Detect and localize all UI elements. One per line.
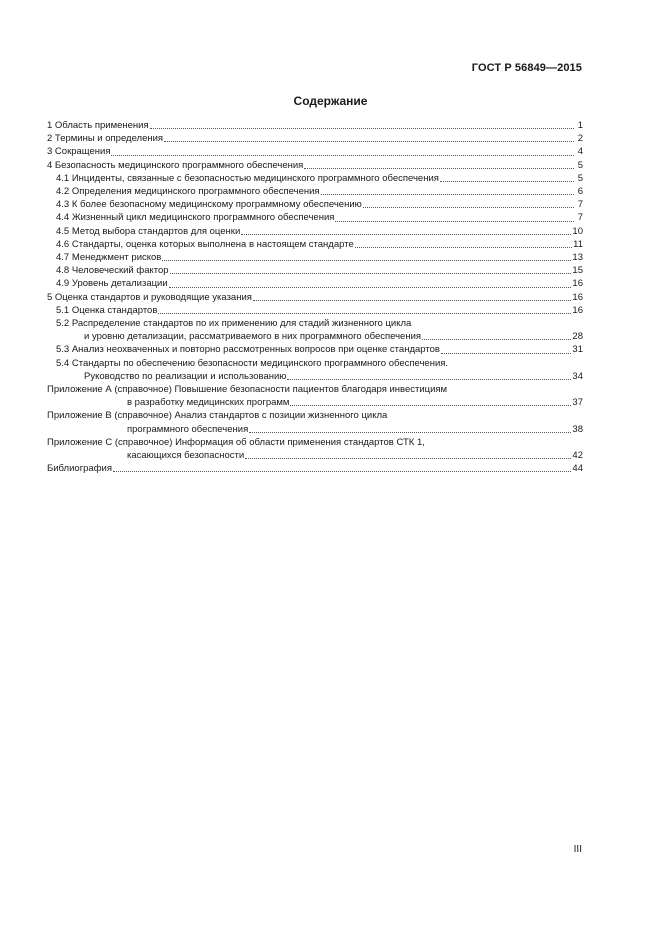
toc-entry[interactable] <box>47 343 583 356</box>
document-code: ГОСТ Р 56849—2015 <box>471 62 582 74</box>
toc-entry[interactable] <box>47 277 583 290</box>
toc-entry-title: 2 Термины и определения <box>47 133 164 145</box>
toc-entry[interactable] <box>47 238 583 251</box>
toc-entry-title: 4.5 Метод выбора стандартов для оценки <box>56 225 241 237</box>
toc-entry[interactable] <box>47 211 583 224</box>
toc-entry[interactable] <box>47 159 583 172</box>
toc-page-number: 7 <box>577 212 583 224</box>
toc-entry-title: 4.2 Определения медицинского программного обеспечения <box>56 186 320 198</box>
toc-entry[interactable] <box>47 198 583 211</box>
toc-entry-title: 5.1 Оценка стандартов <box>56 304 158 316</box>
toc-page-number: 2 <box>577 133 583 145</box>
toc-page-number: 5 <box>577 172 583 184</box>
toc-entry-title: Библиография <box>47 463 112 475</box>
toc-page-number: 4 <box>577 146 583 158</box>
dot-leader <box>245 458 571 459</box>
toc-page-number: 37 <box>572 397 583 409</box>
toc-page-number: 16 <box>572 291 583 303</box>
toc-entry-title: 5 Оценка стандартов и руководящие указания <box>47 291 252 303</box>
toc-entry[interactable] <box>47 291 583 304</box>
toc-page-number: 6 <box>577 186 583 198</box>
toc-entry-title: 5.3 Анализ неохваченных и повторно рассмотренных вопросов при оценке стандартов <box>56 344 440 356</box>
toc-entry-title: 4.8 Человеческий фактор <box>56 265 169 277</box>
toc-entry-title: 4.9 Уровень детализации <box>56 278 168 290</box>
dot-leader <box>422 339 571 340</box>
dot-leader <box>162 260 571 261</box>
dot-leader <box>150 128 574 129</box>
toc-entry[interactable] <box>47 462 583 475</box>
toc-page-number: 42 <box>572 450 583 462</box>
toc-entry[interactable] <box>47 185 583 198</box>
dot-leader <box>241 234 571 235</box>
toc-entry-title: 4.4 Жизненный цикл медицинского программного обеспечения <box>56 212 335 224</box>
toc-page-number: 1 <box>577 120 583 131</box>
toc-page-number: 16 <box>572 278 583 290</box>
page-number: III <box>573 844 582 855</box>
toc-page-number: 44 <box>572 463 583 475</box>
toc-entry-title: 4.7 Менеджмент рисков <box>56 252 162 264</box>
toc-page-number: 7 <box>577 199 583 211</box>
toc-page-number: 28 <box>572 331 583 343</box>
toc-entry[interactable] <box>47 172 583 185</box>
toc-entry-title: 3 Сокращения <box>47 146 111 158</box>
toc-entry[interactable] <box>47 132 583 145</box>
toc-entry[interactable] <box>47 317 583 343</box>
toc-entry[interactable] <box>47 264 583 277</box>
toc-entry-title: Руководство по реализации и использованию <box>84 370 287 382</box>
toc-entry[interactable] <box>47 357 583 383</box>
toc-page-number: 31 <box>572 344 583 356</box>
dot-leader <box>249 432 571 433</box>
toc-entry[interactable] <box>47 304 583 317</box>
dot-leader <box>170 273 572 274</box>
toc-entry-title: 4.1 Инциденты, связанные с безопасностью медицинского программного обеспечения <box>56 172 439 184</box>
toc-entry[interactable] <box>47 436 583 462</box>
toc-entry-title: 4.3 К более безопасному медицинскому программному обеспечению <box>56 199 362 211</box>
dot-leader <box>441 353 571 354</box>
toc-page-number: 11 <box>573 238 583 250</box>
dot-leader <box>287 379 571 380</box>
toc-entry[interactable] <box>47 409 583 435</box>
toc-entry-title: 1 Область применения <box>47 120 149 131</box>
toc-entry-title: 5.4 Стандарты по обеспечению безопасности медицинского программного обеспечения. <box>56 357 449 369</box>
dot-leader <box>335 221 574 222</box>
dot-leader <box>440 181 574 182</box>
toc-entry[interactable] <box>47 251 583 264</box>
dot-leader <box>290 405 571 406</box>
toc-entry-title: Приложение С (справочное) Информация об области применения стандартов СТК 1, <box>47 436 425 448</box>
toc-page-number: 15 <box>572 265 583 277</box>
toc-page-number: 34 <box>572 370 583 382</box>
toc-entry-title: Приложение А (справочное) Повышение безопасности пациентов благодаря инвестициям <box>47 384 448 396</box>
dot-leader <box>169 287 572 288</box>
dot-leader <box>253 300 572 301</box>
toc-entry[interactable] <box>47 383 583 409</box>
toc-entry-title: программного обеспечения <box>127 423 249 435</box>
dot-leader <box>321 194 574 195</box>
dot-leader <box>113 471 571 472</box>
dot-leader <box>355 247 572 248</box>
dot-leader <box>111 155 574 156</box>
toc-entry-title: и уровню детализации, рассматриваемого в них программного обеспечения <box>84 331 422 343</box>
page-title: Содержание <box>293 94 368 108</box>
dot-leader <box>158 313 571 314</box>
toc-page-number: 16 <box>572 304 583 316</box>
toc-entry-title: 5.2 Распределение стандартов по их применению для стадий жизненного цикла <box>56 318 412 330</box>
toc-entry-title: в разработку медицинских программ <box>127 397 290 409</box>
dot-leader <box>164 141 574 142</box>
toc-page-number: 5 <box>577 159 583 171</box>
toc-entry-title: 4 Безопасность медицинского программного обеспечения <box>47 159 304 171</box>
toc-entry[interactable] <box>47 225 583 238</box>
toc-entry-title: 4.6 Стандарты, оценка которых выполнена в настоящем стандарте <box>56 238 354 250</box>
toc-entry-title: Приложение В (справочное) Анализ стандартов с позиции жизненного цикла <box>47 410 388 422</box>
toc-page-number: 38 <box>572 423 583 435</box>
toc-entry[interactable] <box>47 119 583 132</box>
toc-page-number: 13 <box>572 252 583 264</box>
dot-leader <box>363 207 574 208</box>
toc-entry-title: касающихся безопасности <box>127 450 245 462</box>
dot-leader <box>304 168 574 169</box>
table-of-contents <box>47 119 583 475</box>
toc-entry[interactable] <box>47 145 583 158</box>
toc-page-number: 10 <box>572 225 583 237</box>
